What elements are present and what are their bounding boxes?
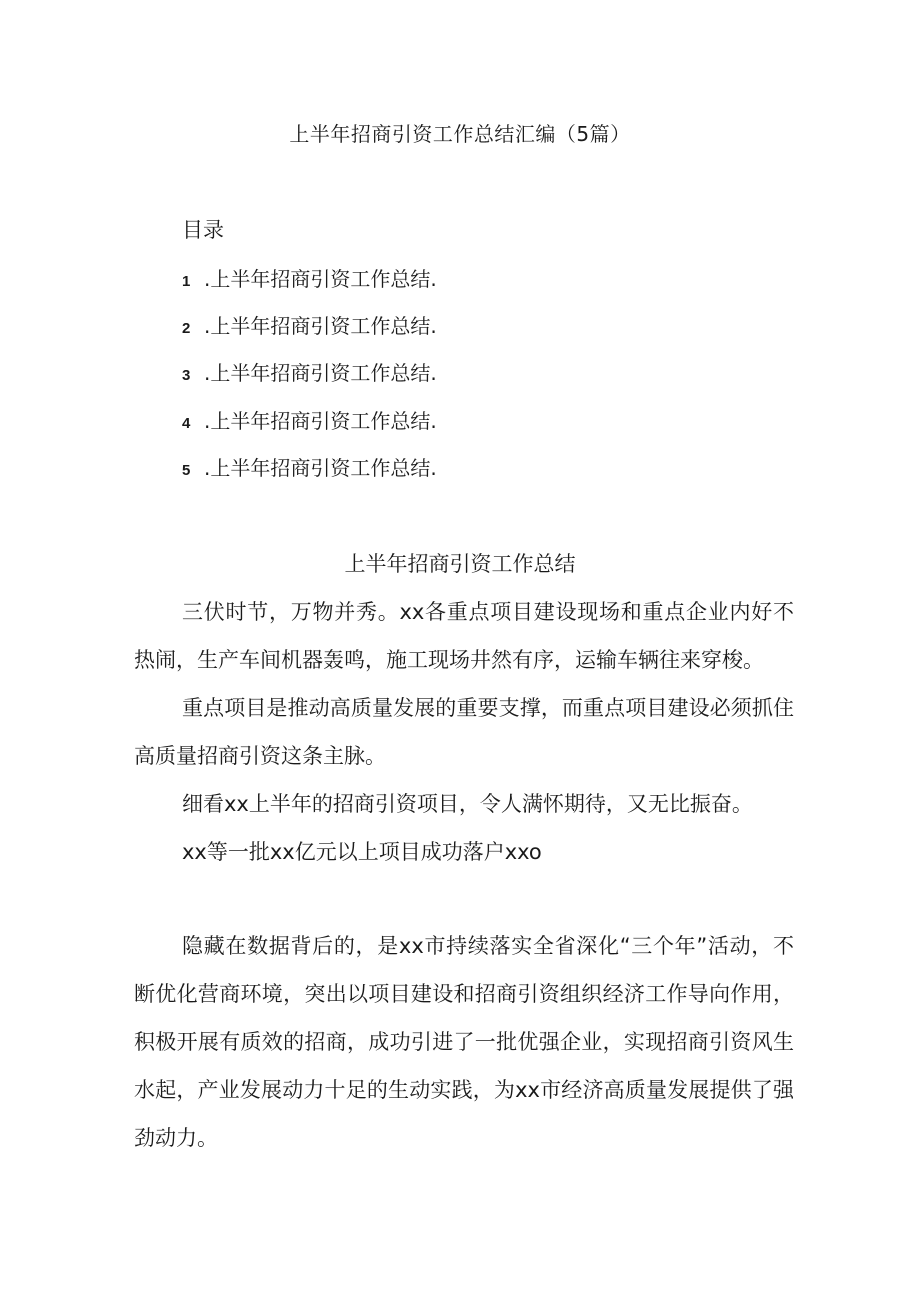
toc-item-number: 1 bbox=[182, 273, 191, 290]
toc-item-number: 2 bbox=[182, 320, 191, 337]
toc-item[interactable] bbox=[182, 406, 437, 439]
toc-item[interactable] bbox=[182, 453, 437, 486]
section-title: 上半年招商引资工作总结 bbox=[344, 552, 576, 576]
toc-item-text: .上半年招商引资工作总结. bbox=[204, 409, 437, 433]
toc-item-number: 5 bbox=[182, 462, 191, 479]
toc-item-text: .上半年招商引资工作总结. bbox=[204, 267, 437, 291]
toc-item-number: 3 bbox=[182, 367, 191, 384]
body-paragraph: 三伏时节，万物并秀。xx各重点项目建设现场和重点企业内好不热闹，生产车间机器轰鸣，施工现场井然有序，运输车辆往来穿梭。 bbox=[134, 600, 794, 672]
body-paragraph: 隐藏在数据背后的，是xx市持续落实全省深化“三个年”活动，不断优化营商环境，突出以项目建设和招商引资组织经济工作导向作用，积极开展有质效的招商，成功引进了一批优强企业，实现招商引资风生水起，产业发展动力十足的生动实践，为xx市经济高质量发展提供了强劲动力。 bbox=[134, 934, 794, 1150]
body-paragraph: 细看xx上半年的招商引资项目，令人满怀期待，又无比振奋。 bbox=[182, 792, 753, 816]
body-paragraph: xx等一批xx亿元以上项目成功落户xxo bbox=[182, 840, 542, 864]
toc-item[interactable] bbox=[182, 264, 437, 297]
toc-item-number: 4 bbox=[182, 415, 191, 432]
toc-item-text: .上半年招商引资工作总结. bbox=[204, 456, 437, 480]
toc-item-text: .上半年招商引资工作总结. bbox=[204, 361, 437, 385]
document-title: 上半年招商引资工作总结汇编（5篇） bbox=[289, 122, 631, 146]
toc-heading: 目录 bbox=[182, 218, 224, 242]
toc-item-text: .上半年招商引资工作总结. bbox=[204, 314, 437, 338]
body-paragraph: 重点项目是推动高质量发展的重要支撑，而重点项目建设必须抓住高质量招商引资这条主脉。 bbox=[134, 696, 794, 768]
toc-item[interactable] bbox=[182, 311, 437, 344]
toc-item[interactable] bbox=[182, 358, 437, 391]
